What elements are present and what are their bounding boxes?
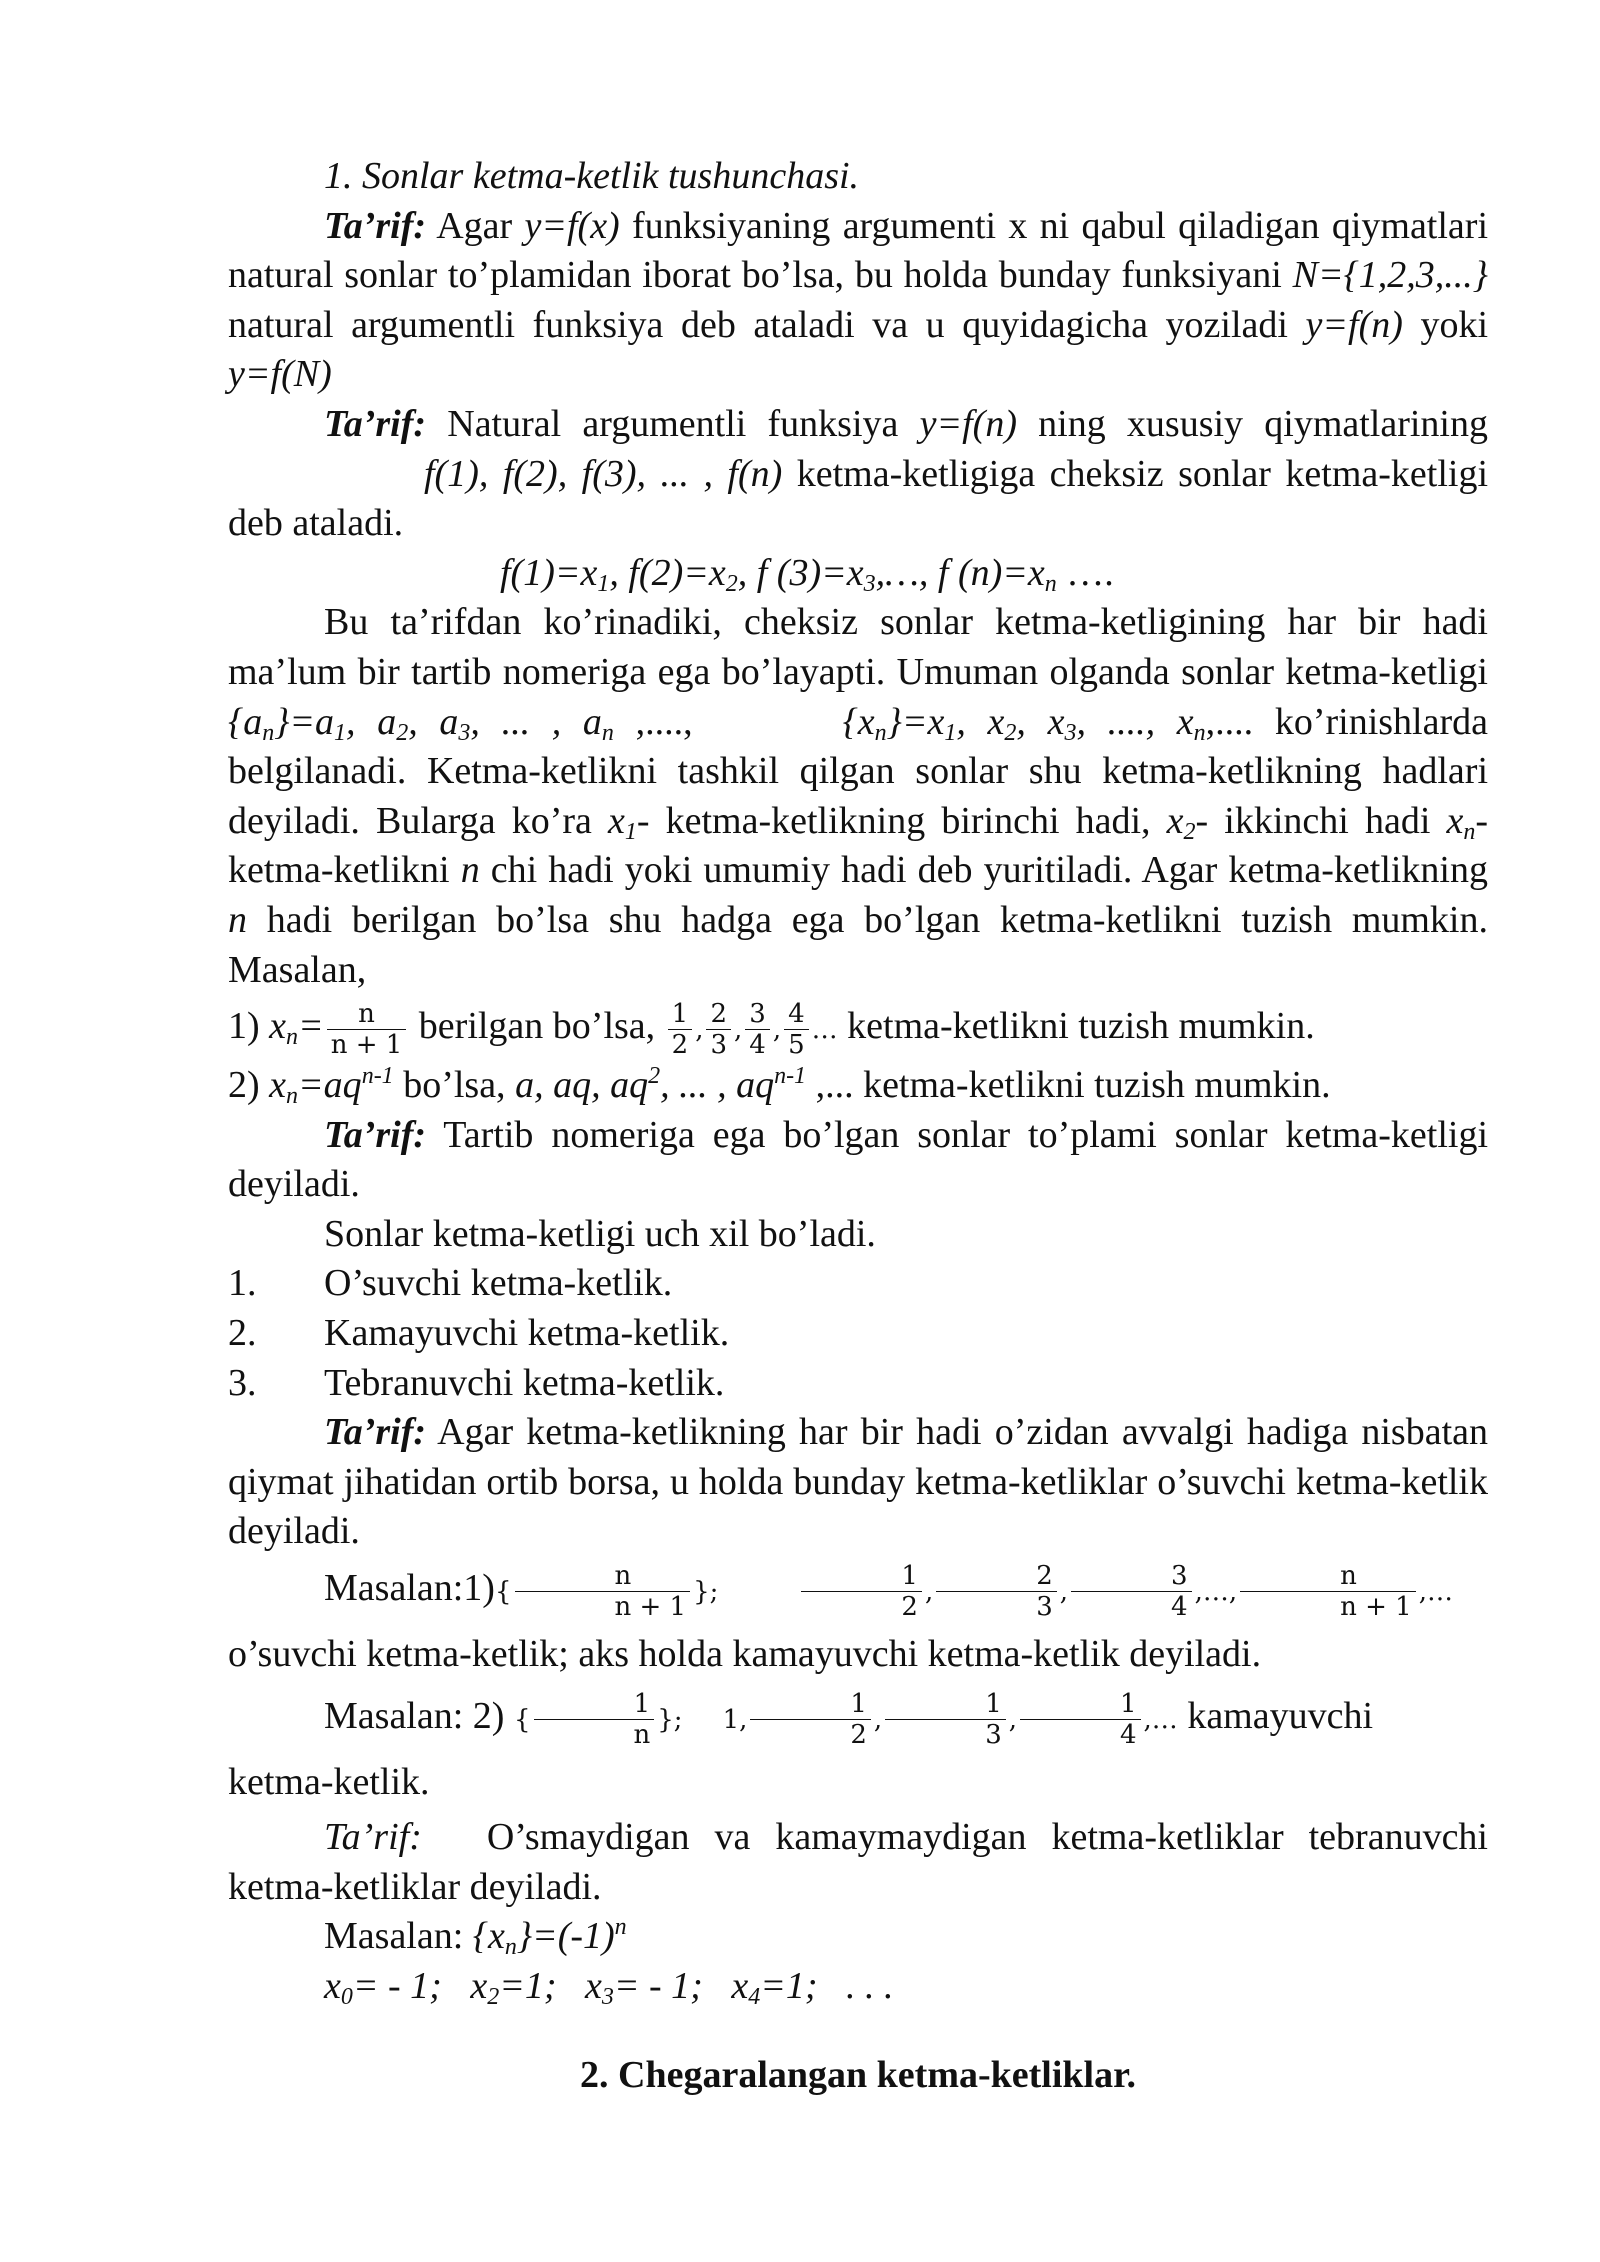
fraction: $\frac{3}{4}$ (1071, 1561, 1192, 1622)
text: yoki (1402, 303, 1488, 346)
definition-label: Ta’rif: (324, 402, 427, 445)
text: ning xususiy qiymatlarining (1016, 402, 1488, 445)
fraction: $\frac{4}{5}$ (784, 999, 809, 1060)
text: natural argumentli funksiya deb ataladi va u quyidagicha yoziladi (228, 303, 1306, 346)
definition-paragraph-1 (228, 202, 1488, 400)
definition-label: Ta’rif: (324, 1113, 427, 1156)
math: y=f(n) (919, 402, 1017, 445)
text: Natural argumentli funksiya (426, 402, 920, 445)
example-1: 1) $x_n=$ $\frac{n}{n + 1}$ berilgan bo’lsa, $\frac{1}{2}$ , $\frac{2}{3}$ , $\frac{3}{4}$ , $\frac{4}{5}$ … ketma-ketlikni tuzish mumkin. (228, 998, 1315, 1060)
definition-label: Ta’rif: (324, 204, 427, 247)
fraction: $\frac{1}{2}$ (668, 999, 693, 1060)
math: N={1,2,3,...} (1292, 254, 1488, 297)
fraction: $\frac{2}{3}$ (706, 999, 731, 1060)
x-sequence: $\{x_n\}=x_1$, $x_2$, $x_3$, ...., $x_n$ (842, 700, 1206, 746)
section-title (228, 152, 1488, 202)
definition-paragraph-5: Ta’rif: O’smaydigan va kamaymaydigan ketma-ketliklar tebranuvchi ketma-ketliklar deyiladi. (228, 1816, 1488, 1908)
fraction: $\frac{n}{n + 1}$ (515, 1561, 691, 1622)
text: Agar (426, 204, 525, 247)
sequence-types-intro: Sonlar ketma-ketligi uch xil bo’ladi. (324, 1212, 876, 1255)
fraction: $\frac{1}{n}$ (534, 1689, 655, 1750)
definition-label: Ta’rif: (324, 1816, 422, 1859)
definition-paragraph-3: Ta’rif: Tartib nomeriga ega bo’lgan sonlar to’plami sonlar ketma-ketligi deyiladi. (228, 1113, 1488, 1206)
fraction-n-over-n-plus-1: $\frac{n}{n + 1}$ (327, 999, 407, 1060)
text: ketma-ketligiga cheksiz sonlar ketma-ketligi deb ataladi. (228, 452, 1489, 545)
math: y=f(n) (1305, 303, 1403, 346)
fraction: $\frac{1}{3}$ (885, 1689, 1006, 1750)
fraction: $\frac{1}{4}$ (1020, 1689, 1141, 1750)
formula-line: $f(1)=x_1$, $f(2)=x_2$, f $(3)=x_3,\dots$, f $(n)=x_n$ …. (500, 551, 1114, 597)
list-item: 3. Tebranuvchi ketma-ketlik. (228, 1361, 725, 1404)
a-sequence: $\{a_n\}=a_1$, $a_2$, $a_3$, ... , $a_n$ (228, 700, 614, 746)
text: Bu ta’rifdan ko’rinadiki, cheksiz sonlar ketma-ketligining har bir hadi ma’lum bir tartib nomeriga ega bo’layapti. Umuman olganda sonlar ketma-ketligi (228, 601, 1488, 693)
fraction: $\frac{3}{4}$ (745, 999, 770, 1060)
paragraph-sequence-notation: Bu ta’rifdan ko’rinadiki, cheksiz sonlar ketma-ketligining har bir hadi ma’lum bir tartib nomeriga ega bo’layapti. Umuman olganda sonlar ketma-ketligi $\{a_n\}=a_1$, $a_2$, $a_3$, ... , $a_n$ ,...., $\{x_n\}=x_1$, $x_2$, $x_3$, ...., $x_n$,.... ko’rinishlarda belgilanadi. Ketma-ketlikni tashkil qilgan sonlar shu ketma-ketlikning hadlari deyiladi. Bularga ko’ra $x_1-$ ketma-ketlikning birinchi hadi, $x_2-$ ikkinchi hadi $x_n-$ ketma-ketlikni n chi hadi yoki umumiy hadi deb yuritiladi. Agar ketma-ketlikning n hadi berilgan bo’lsa shu hadga ega bo’lgan ketma-ketlikni tuzish mumkin. Masalan, (228, 601, 1489, 991)
section-2-heading: 2. Chegaralangan ketma-ketliklar. (580, 2054, 1136, 2097)
fraction: $\frac{1}{2}$ (750, 1689, 871, 1750)
math: y=f(N) (228, 353, 332, 396)
definition-label: Ta’rif: (324, 1411, 427, 1454)
math: y=f(x) (524, 204, 620, 247)
list-item: 1. O’suvchi ketma-ketlik. (228, 1262, 673, 1305)
list-item: 2. Kamayuvchi ketma-ketlik. (228, 1312, 730, 1355)
fraction: $\frac{1}{2}$ (801, 1561, 922, 1622)
sequence-types-list (228, 1259, 1488, 1408)
example-oscillating-values: $x_0= - 1$; $x_2=1$; $x_3= - 1$; $x_4=1$; . . . (324, 1964, 894, 2010)
example-increasing: Masalan:1){ $\frac{n}{n + 1}$ }; $\frac{1}{2}$ , $\frac{2}{3}$ , $\frac{3}{4}$ ,…, $\frac{n}{n + 1}$ ,… o’suvchi ketma-ketlik; aks holda kamayuvchi ketma-ketlik deyiladi. (228, 1560, 1453, 1676)
formula: $f(1)=x_1$, $f(2)=x_2$, f $(3)=x_3,\dots$, f $(n)=x_n$ (500, 551, 1057, 597)
text: funksiyaning argumenti x ni qabul qiladigan qiymatlari natural sonlar to’plamidan iborat bo’lsa, bu holda bunday funksiyani (228, 204, 1488, 297)
definition-paragraph-4: Ta’rif: Agar ketma-ketlikning har bir hadi o’zidan avvalgi hadiga nisbatan qiymat jihatidan ortib borsa, u holda bunday ketma-ketliklar o’suvchi ketma-ketlik deyiladi. (228, 1411, 1488, 1553)
fraction: $\frac{n}{n + 1}$ (1240, 1561, 1416, 1622)
example-oscillating: Masalan: $\{x_n\}=(-1)^n$ (324, 1914, 627, 1961)
example-2: 2) $x_n=aq^{n-1}$ bo’lsa, a, aq, $aq^2$, ... , $aq^{n-1}$ ,... ketma-ketlikni tuzish mumkin. (228, 1063, 1331, 1110)
section-title-text: 1. Sonlar ketma-ketlik tushunchasi. (324, 155, 860, 197)
example-decreasing: Masalan: 2) { $\frac{1}{n}$ }; 1, $\frac{1}{2}$ , $\frac{1}{3}$ , $\frac{1}{4}$ ,… kamayuvchi ketma-ketlik. (228, 1688, 1374, 1804)
math: f(1), f(2), f(3), ... , f(n) (424, 452, 783, 495)
fraction: $\frac{2}{3}$ (936, 1561, 1057, 1622)
text: ko’rinishlarda belgilanadi. Ketma-ketlikni tashkil qilgan sonlar shu ketma-ketlikning hadlari deyiladi. Bularga ko’ra (228, 700, 1488, 842)
definition-paragraph-2 (228, 400, 1488, 549)
